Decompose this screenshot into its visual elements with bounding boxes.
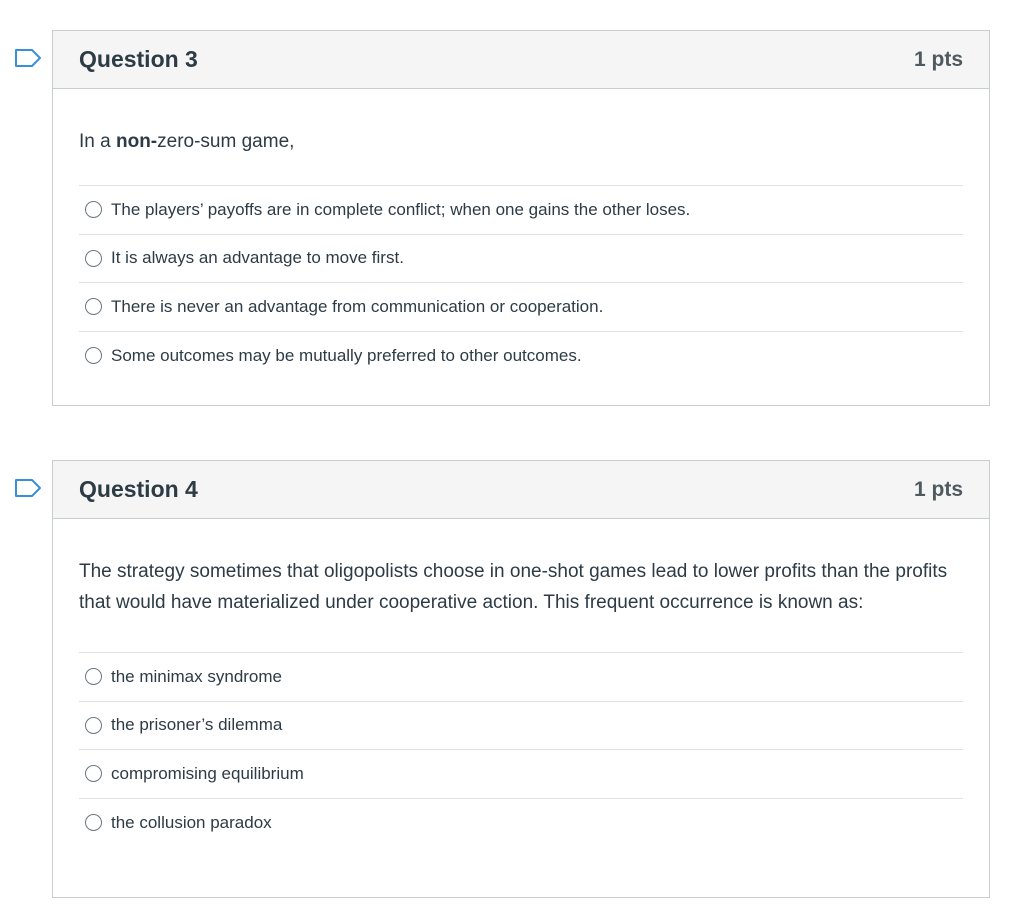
radio-unselected-icon[interactable]: [85, 668, 102, 685]
question-body: [53, 519, 989, 847]
answer-label: It is always an advantage to move first.: [111, 248, 404, 268]
question-text: [79, 89, 963, 185]
answer-option[interactable]: [79, 332, 963, 381]
question-card: [52, 30, 990, 406]
question-points: 1 pts: [913, 477, 963, 501]
radio-unselected-icon[interactable]: [85, 814, 102, 831]
answer-label: the collusion paradox: [111, 812, 272, 832]
radio-unselected-icon[interactable]: [85, 201, 102, 218]
answer-label: compromising equilibrium: [111, 763, 304, 783]
answer-option[interactable]: [79, 799, 963, 848]
question-title: Question 4: [79, 476, 198, 502]
answer-label: the minimax syndrome: [111, 666, 283, 686]
answer-label: Some outcomes may be mutually preferred to other outcomes.: [111, 345, 582, 365]
question-header: [53, 461, 989, 519]
question-body: [53, 89, 989, 380]
question-header: [53, 31, 989, 89]
question-text-end: zero-sum game,: [157, 131, 295, 152]
flag-question-icon[interactable]: [14, 48, 42, 68]
question-text-start: In a: [79, 131, 116, 152]
radio-unselected-icon[interactable]: [85, 347, 102, 364]
question-title: Question 3: [79, 46, 198, 72]
radio-unselected-icon[interactable]: [85, 717, 102, 734]
radio-unselected-icon[interactable]: [85, 765, 102, 782]
answer-option[interactable]: [79, 283, 963, 332]
radio-unselected-icon[interactable]: [85, 298, 102, 315]
answer-option[interactable]: [79, 186, 963, 235]
answer-label: There is never an advantage from communication or cooperation.: [111, 296, 604, 316]
answer-label: The players’ payoffs are in complete conflict; when one gains the other loses.: [111, 199, 691, 219]
answer-option[interactable]: [79, 750, 963, 799]
radio-unselected-icon[interactable]: [85, 250, 102, 267]
question-points: 1 pts: [913, 47, 963, 71]
answer-option[interactable]: [79, 653, 963, 702]
answer-option[interactable]: [79, 235, 963, 284]
answer-list: [79, 185, 963, 380]
answer-option[interactable]: [79, 702, 963, 751]
answer-label: the prisoner’s dilemma: [111, 715, 283, 735]
question-text: The strategy sometimes that oligopolists choose in one-shot games lead to lower profits than the profits that would have materialized under cooperative action. This frequent occurrence is known as:: [79, 561, 948, 613]
question-card: [52, 460, 990, 898]
flag-question-icon[interactable]: [14, 478, 42, 498]
question-text-bold: non-: [115, 131, 158, 152]
answer-list: [79, 652, 963, 847]
